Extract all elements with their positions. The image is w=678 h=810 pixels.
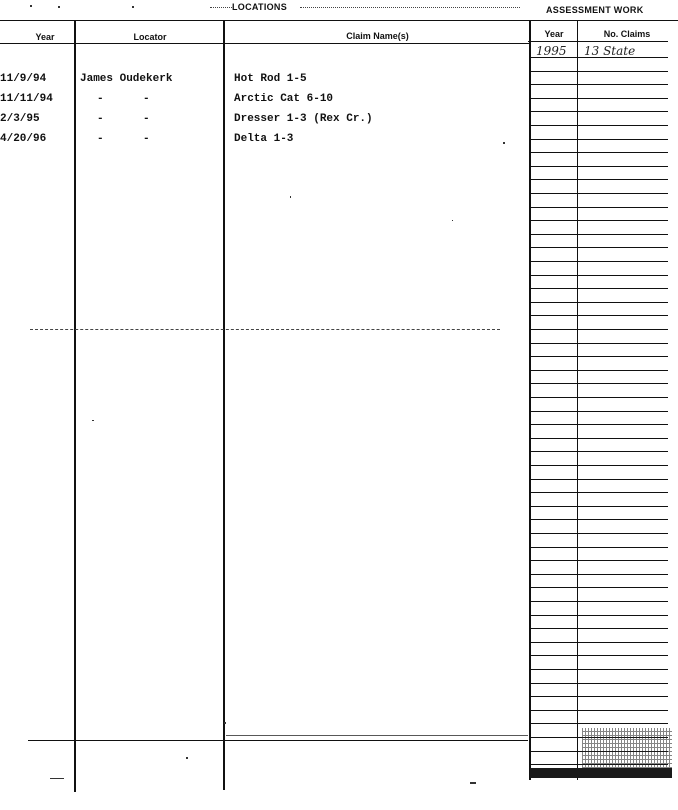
ledger-line xyxy=(530,166,668,167)
scan-speck xyxy=(186,757,188,759)
claim-aw-divider xyxy=(529,20,531,780)
ledger-line xyxy=(530,179,668,180)
ledger-line xyxy=(530,356,668,357)
location-claim: Hot Rod 1-5 xyxy=(234,73,307,85)
ledger-line xyxy=(530,302,668,303)
scan-speck xyxy=(58,6,60,8)
scan-speck xyxy=(132,6,134,8)
ledger-line xyxy=(530,125,668,126)
aw-header-bottom-rule xyxy=(528,41,668,42)
ledger-line xyxy=(530,628,668,629)
location-year: 2/3/95 xyxy=(0,113,40,125)
ledger-line xyxy=(530,234,668,235)
ledger-line xyxy=(530,438,668,439)
ledger-line xyxy=(530,574,668,575)
location-locator-ditto: - xyxy=(143,133,150,145)
locations-section-title: LOCATIONS xyxy=(232,2,288,12)
aw-year-claims-divider xyxy=(577,20,578,780)
ledger-line xyxy=(530,642,668,643)
scan-speck xyxy=(92,420,94,421)
scan-speck xyxy=(290,196,291,198)
ledger-line xyxy=(530,383,668,384)
ledger-line xyxy=(530,288,668,289)
locator-claim-divider xyxy=(223,20,225,790)
header-aw-no-claims: No. Claims xyxy=(603,29,651,39)
header-bottom-rule xyxy=(0,43,530,44)
location-locator-ditto: - xyxy=(143,113,150,125)
ledger-line xyxy=(530,655,668,656)
ledger-line xyxy=(530,587,668,588)
scan-noise-area xyxy=(582,728,672,768)
ledger-line xyxy=(530,424,668,425)
ledger-line xyxy=(530,193,668,194)
ledger-line xyxy=(530,207,668,208)
location-locator-ditto: - xyxy=(143,93,150,105)
location-claim: Dresser 1-3 (Rex Cr.) xyxy=(234,113,373,125)
scan-speck xyxy=(470,782,476,784)
scan-speck xyxy=(30,5,32,7)
location-claim: Delta 1-3 xyxy=(234,133,294,145)
ledger-line xyxy=(530,343,668,344)
ledger-line xyxy=(530,315,668,316)
ledger-line xyxy=(530,220,668,221)
ledger-line xyxy=(530,601,668,602)
scan-speck xyxy=(503,142,505,144)
ledger-line xyxy=(530,84,668,85)
ledger-line xyxy=(530,547,668,548)
scan-speck xyxy=(224,722,226,724)
ledger-line xyxy=(530,411,668,412)
ledger-line xyxy=(530,560,668,561)
location-locator: - xyxy=(97,93,104,105)
location-year: 11/11/94 xyxy=(0,93,53,105)
ledger-line xyxy=(530,533,668,534)
location-locator: James Oudekerk xyxy=(80,73,173,85)
ledger-line xyxy=(530,451,668,452)
scan-dotted-line xyxy=(300,7,520,9)
aw-entry-year: 1995 xyxy=(536,44,567,58)
ledger-line xyxy=(530,152,668,153)
ledger-line xyxy=(530,465,668,466)
location-year: 4/20/96 xyxy=(0,133,47,145)
bottom-rule xyxy=(28,740,528,741)
ledger-line xyxy=(530,696,668,697)
ledger-line xyxy=(530,98,668,99)
ledger-line xyxy=(530,710,668,711)
ledger-line xyxy=(530,615,668,616)
location-claim: Arctic Cat 6-10 xyxy=(234,93,334,105)
header-claim-names: Claim Name(s) xyxy=(346,31,409,41)
aw-entry-no-claims: 13 State xyxy=(584,44,636,58)
ledger-line xyxy=(530,683,668,684)
header-year: Year xyxy=(35,32,55,42)
ledger-line xyxy=(530,723,668,724)
bottom-rule-secondary xyxy=(226,735,528,736)
scan-speck xyxy=(50,778,64,779)
ledger-line xyxy=(530,370,668,371)
ledger-line xyxy=(530,275,668,276)
ledger-line xyxy=(530,139,668,140)
location-locator: - xyxy=(97,133,104,145)
ledger-line xyxy=(530,247,668,248)
scan-speck xyxy=(452,220,453,221)
ledger-line xyxy=(530,519,668,520)
location-year: 11/9/94 xyxy=(0,73,47,85)
ledger-line xyxy=(530,111,668,112)
header-locator: Locator xyxy=(133,32,167,42)
year-locator-divider xyxy=(74,20,76,792)
ledger-line xyxy=(530,71,668,72)
mid-dashed-line xyxy=(30,329,500,331)
location-locator: - xyxy=(97,113,104,125)
ledger-line xyxy=(530,506,668,507)
ledger-line xyxy=(530,329,668,330)
assessment-work-section-title: ASSESSMENT WORK xyxy=(546,5,644,15)
ledger-line xyxy=(530,397,668,398)
ledger-line xyxy=(530,492,668,493)
ledger-line xyxy=(530,479,668,480)
ledger-line xyxy=(530,669,668,670)
scan-dotted-line xyxy=(210,7,232,9)
ledger-line xyxy=(530,261,668,262)
header-aw-year: Year xyxy=(544,29,564,39)
scan-dark-band xyxy=(530,768,672,778)
